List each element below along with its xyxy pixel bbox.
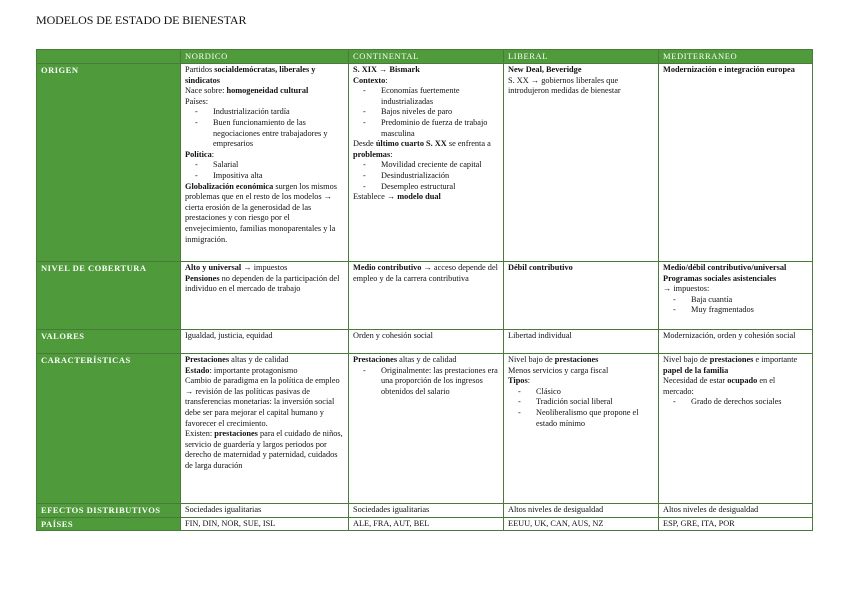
cell-line: S. XIX → Bismark: [353, 65, 420, 74]
cell-origen-nordico: [181, 64, 349, 262]
column-header-continental: CONTINENTAL: [349, 50, 504, 64]
list-item: - Baja cuantía: [691, 295, 808, 306]
table-row-efectos: [37, 504, 813, 518]
cell-caracteristicas-liberal: [504, 354, 659, 504]
cell-line: Nace sobre: homogeneidad cultural: [185, 86, 309, 96]
cell-line: Medio/débil contributivo/universal: [663, 263, 787, 272]
cell-efectos-nordico: Sociedades igualitarias: [181, 504, 349, 518]
cell-cobertura-liberal: [504, 262, 659, 330]
cell-line: Débil contributivo: [508, 263, 573, 272]
cell-line: S. XX → gobiernos liberales que introdujeron medidas de bienestar: [508, 75, 621, 96]
cell-origen-liberal: [504, 64, 659, 262]
bullet-list: [185, 160, 344, 181]
column-header-mediterraneo: MEDITERRANEO: [659, 50, 813, 64]
bullet-list: [185, 107, 344, 149]
cell-origen-mediterraneo: [659, 64, 813, 262]
cell-line: Globalización económica surgen los mismos problemas que en el resto de los modelos → cierta erosión de la generosidad de las prestaciones y con riesgo por el envejecimiento, familias monoparentales y la inmigración.: [185, 181, 337, 244]
list-item: - Bajos niveles de paro: [381, 107, 499, 118]
list-item: - Buen funcionamiento de las negociaciones entre trabajadores y empresarios: [213, 118, 344, 150]
bullet-list: [353, 86, 499, 139]
bullet-list: [353, 160, 499, 192]
cell-paises-mediterraneo: ESP, GRE, ITA, POR: [659, 517, 813, 531]
cell-valores-nordico: Igualdad, justicia, equidad: [181, 330, 349, 354]
header-corner-cell: [37, 50, 181, 64]
row-header-valores: VALORES: [37, 330, 181, 354]
table-row-valores: [37, 330, 813, 354]
cell-line: Programas sociales asistenciales: [663, 273, 777, 283]
bullet-list: [353, 366, 499, 398]
list-item: - Originalmente: las prestaciones era una proporción de los ingresos obtenidos del salario: [381, 366, 499, 398]
cell-origen-continental: [349, 64, 504, 262]
list-item: - Desempleo estructural: [381, 182, 499, 193]
cell-caracteristicas-nordico: [181, 354, 349, 504]
bullet-list: [663, 295, 808, 316]
cell-line: Establece → modelo dual: [353, 192, 441, 202]
row-header-paises: PAÍSES: [37, 517, 181, 531]
row-header-caracteristicas: CARACTERÍSTICAS: [37, 354, 181, 504]
cell-line: Tipos:: [508, 376, 530, 386]
column-header-liberal: LIBERAL: [504, 50, 659, 64]
list-item: - Muy fragmentados: [691, 305, 808, 316]
cell-caracteristicas-mediterraneo: [659, 354, 813, 504]
cell-line: Nivel bajo de prestaciones: [508, 355, 599, 364]
document-title: MODELOS DE ESTADO DE BIENESTAR: [36, 13, 247, 27]
list-item: - Predominio de fuerza de trabajo masculina: [381, 118, 499, 139]
list-item: - Grado de derechos sociales: [691, 397, 808, 408]
cell-line: Necesidad de estar ocupado en el mercado:: [663, 376, 776, 396]
cell-line: Medio contributivo → acceso depende del empleo y de la carrera contributiva: [353, 263, 498, 283]
row-header-origen: ORIGEN: [37, 64, 181, 262]
list-item: - Economías fuertemente industrializadas: [381, 86, 499, 107]
cell-line: Política:: [185, 149, 215, 159]
row-header-efectos: EFECTOS DISTRIBUTIVOS: [37, 504, 181, 518]
list-item: - Tradición social liberal: [536, 397, 654, 408]
bullet-list: [663, 397, 808, 408]
list-item: - Desindustrialización: [381, 171, 499, 182]
cell-line: Pensiones no dependen de la participación del individuo en el mercado de trabajo: [185, 273, 340, 294]
cell-efectos-mediterraneo: Altos niveles de desigualdad: [659, 504, 813, 518]
cell-line: → impuestos:: [663, 284, 710, 294]
cell-line: Nivel bajo de prestaciones e importante papel de la familia: [663, 355, 798, 375]
table-row-caracteristicas: [37, 354, 813, 504]
cell-line: Alto y universal → impuestos: [185, 263, 288, 272]
cell-line: Contexto:: [353, 75, 388, 85]
cell-line: Prestaciones altas y de calidad: [185, 355, 289, 364]
cell-cobertura-continental: [349, 262, 504, 330]
bullet-list: [508, 387, 654, 429]
row-header-cobertura: NIVEL DE COBERTURA: [37, 262, 181, 330]
cell-line: New Deal, Beveridge: [508, 65, 582, 74]
cell-line: Menos servicios y carga fiscal: [508, 365, 609, 375]
table-row-cobertura: [37, 262, 813, 330]
list-item: - Neoliberalismo que propone el estado mínimo: [536, 408, 654, 429]
table-row-origen: [37, 64, 813, 262]
cell-efectos-liberal: Altos niveles de desigualdad: [504, 504, 659, 518]
cell-valores-liberal: Libertad individual: [504, 330, 659, 354]
cell-valores-mediterraneo: Modernización, orden y cohesión social: [659, 330, 813, 354]
cell-valores-continental: Orden y cohesión social: [349, 330, 504, 354]
welfare-models-table: [36, 49, 813, 531]
cell-efectos-continental: Sociedades igualitarias: [349, 504, 504, 518]
cell-caracteristicas-continental: [349, 354, 504, 504]
list-item: - Impositiva alta: [213, 171, 344, 182]
list-item: - Industrialización tardía: [213, 107, 344, 118]
cell-paises-nordico: FIN, DIN, NOR, SUE, ISL: [181, 517, 349, 531]
cell-paises-liberal: EEUU, UK, CAN, AUS, NZ: [504, 517, 659, 531]
column-header-nordico: NORDICO: [181, 50, 349, 64]
cell-line: Desde último cuarto S. XX se enfrenta a problemas:: [353, 139, 491, 159]
cell-line: Modernización e integración europea: [663, 65, 795, 74]
cell-line: Cambio de paradigma en la política de empleo → revisión de las políticas pasivas de transferencias monetarias: la inversión social debe ser para mejorar el capital humano y favorecer el crecimiento.: [185, 376, 340, 428]
cell-line: Estado: importante protagonismo: [185, 365, 298, 375]
cell-line: Existen: prestaciones para el cuidado de niños, servicio de guardería y largos periodos por derecho de maternidad y paternidad, cuidados de larga duración: [185, 429, 343, 470]
cell-line: Prestaciones altas y de calidad: [353, 355, 457, 364]
cell-paises-continental: ALE, FRA, AUT, BEL: [349, 517, 504, 531]
list-item: - Salarial: [213, 160, 344, 171]
list-item: - Clásico: [536, 387, 654, 398]
table-row-paises: [37, 517, 813, 531]
cell-cobertura-nordico: [181, 262, 349, 330]
header-row: [37, 50, 813, 64]
list-item: - Movilidad creciente de capital: [381, 160, 499, 171]
cell-cobertura-mediterraneo: [659, 262, 813, 330]
cell-line: Países:: [185, 96, 209, 106]
cell-line: Partidos socialdemócratas, liberales y sindicatos: [185, 65, 316, 85]
